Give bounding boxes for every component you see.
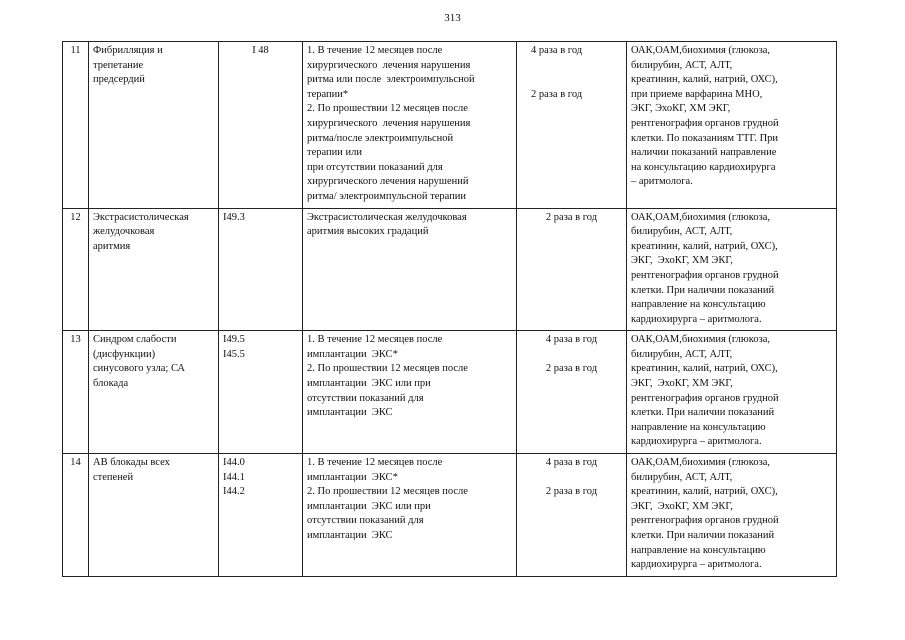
row-number: 12 xyxy=(70,211,81,223)
examination-line: рентгенография органов грудной xyxy=(631,392,779,404)
indication-line: ритма или после электроимпульсной xyxy=(307,74,475,86)
indication-line: отсутствии показаний для xyxy=(307,392,424,404)
diagnosis-name-line: Синдром слабости xyxy=(93,334,177,346)
diagnosis-name-line: степеней xyxy=(93,471,134,483)
examination-line: рентгенография органов грудной xyxy=(631,515,779,527)
table-row xyxy=(63,42,837,209)
row-number-cell xyxy=(63,454,89,577)
indications-cell xyxy=(303,454,517,577)
indication-line: имплантации ЭКС xyxy=(307,530,393,541)
icd-code: I 48 xyxy=(252,45,269,56)
indications-cell xyxy=(303,208,517,331)
icd-code-cell xyxy=(219,42,303,209)
indication-line: аритмия высоких градаций xyxy=(307,226,429,238)
icd-code: I45.5 xyxy=(223,348,245,360)
indication-line: терапии или xyxy=(307,147,362,159)
row-number: 14 xyxy=(70,457,81,469)
frequency-cell xyxy=(517,454,627,577)
examinations-cell xyxy=(627,42,837,209)
frequency-line xyxy=(521,471,622,486)
indication-line: 1. В течение 12 месяцев после xyxy=(307,457,443,469)
diagnosis-name-line: синусового узла; СА xyxy=(93,363,186,375)
examinations-cell xyxy=(627,208,837,331)
frequency-line xyxy=(521,59,622,74)
frequency-line: 4 раза в год xyxy=(545,334,598,346)
indication-line: 2. По прошествии 12 месяцев после xyxy=(307,363,468,375)
frequency-line: 2 раза в год xyxy=(545,211,598,223)
indication-line: имплантации ЭКС xyxy=(307,407,393,419)
frequency-cell xyxy=(517,331,627,454)
indication-line: 1. В течение 12 месяцев после xyxy=(307,334,443,346)
examination-line: креатинин, калий, натрий, ОХС), xyxy=(631,363,778,375)
examination-line: клетки. По показаниям ТТГ. При xyxy=(631,132,779,144)
frequency-line: 4 раза в год xyxy=(531,45,583,56)
frequency-cell xyxy=(517,42,627,209)
diagnosis-name-line: Фибрилляция и xyxy=(93,45,163,56)
diagnosis-name-line: трепетание xyxy=(93,59,144,71)
examination-line: креатинин, калий, натрий, ОХС), xyxy=(631,240,778,252)
examination-line: кардиохирурга – аритмолога. xyxy=(631,313,762,325)
icd-code-cell xyxy=(219,208,303,331)
examination-line: ОАК,ОАМ,биохимия (глюкоза, xyxy=(631,211,771,223)
examination-line: ЭКГ, ЭхоКГ, ХМ ЭКГ, xyxy=(631,500,733,512)
diagnosis-name-cell xyxy=(89,208,219,331)
indication-line: хирургического лечения нарушений xyxy=(307,176,469,188)
indication-line: Экстрасистолическая желудочковая xyxy=(307,211,467,223)
examination-line: рентгенография органов грудной xyxy=(631,117,779,129)
indication-line: при отсутствии показаний для xyxy=(307,161,443,173)
icd-code-cell xyxy=(219,454,303,577)
indication-line: хирургического лечения нарушения xyxy=(307,59,471,71)
table-row xyxy=(63,454,837,577)
row-number: 11 xyxy=(70,45,81,56)
examination-line: креатинин, калий, натрий, ОХС), xyxy=(631,486,778,498)
indication-line: терапии* xyxy=(307,88,349,100)
examination-line: наличии показаний направление xyxy=(631,147,777,159)
examination-line: направление на консультацию xyxy=(631,421,766,433)
examination-line: ЭКГ, ЭхоКГ, ХМ ЭКГ, xyxy=(631,255,733,267)
icd-code: I49.3 xyxy=(223,211,245,223)
examination-line: кардиохирурга – аритмолога. xyxy=(631,559,762,571)
row-number: 13 xyxy=(70,334,81,346)
diagnosis-name-line: желудочковая xyxy=(93,226,155,238)
examinations-cell xyxy=(627,331,837,454)
examination-line: ЭКГ, ЭхоКГ, ХМ ЭКГ, xyxy=(631,103,731,115)
examination-line: ОАК,ОАМ,биохимия (глюкоза, xyxy=(631,45,771,56)
examinations-cell xyxy=(627,454,837,577)
indication-line: имплантации ЭКС* xyxy=(307,471,398,483)
diagnosis-name-line: предсердий xyxy=(93,74,145,86)
examination-line: ОАК,ОАМ,биохимия (глюкоза, xyxy=(631,457,771,469)
table-row xyxy=(63,331,837,454)
icd-code-cell xyxy=(219,331,303,454)
diagnosis-name-line: блокада xyxy=(93,378,129,390)
row-number-cell xyxy=(63,208,89,331)
row-number-cell xyxy=(63,42,89,209)
indications-cell xyxy=(303,331,517,454)
table-row xyxy=(63,208,837,331)
examination-line: клетки. При наличии показаний xyxy=(631,407,775,419)
examination-line: кардиохирурга – аритмолога. xyxy=(631,436,762,448)
indication-line: 2. По прошествии 12 месяцев после xyxy=(307,103,468,115)
icd-code: I49.5 xyxy=(223,334,245,346)
frequency-line: 2 раза в год xyxy=(531,88,583,100)
diagnosis-name-cell xyxy=(89,42,219,209)
indication-line: 1. В течение 12 месяцев после xyxy=(307,45,443,56)
examination-line: билирубин, АСТ, АЛТ, xyxy=(631,59,733,71)
table-body xyxy=(63,42,837,577)
examination-line: при приеме варфарина МНО, xyxy=(631,88,763,100)
examination-line: – аритмолога. xyxy=(631,176,693,188)
page-number: 313 xyxy=(444,12,461,24)
frequency-line: 4 раза в год xyxy=(545,457,598,469)
indication-line: хирургического лечения нарушения xyxy=(307,117,471,129)
indication-line: отсутствии показаний для xyxy=(307,515,424,527)
examination-line: креатинин, калий, натрий, ОХС), xyxy=(631,74,778,86)
frequency-line xyxy=(521,73,622,88)
diagnosis-name-cell xyxy=(89,454,219,577)
diagnosis-name-line: аритмия xyxy=(93,240,131,252)
icd-code: I44.2 xyxy=(223,486,245,498)
examination-line: рентгенография органов грудной xyxy=(631,269,779,281)
examination-line: направление на консультацию xyxy=(631,299,766,311)
indication-line: 2. По прошествии 12 месяцев после xyxy=(307,486,468,498)
examination-line: направление на консультацию xyxy=(631,544,766,556)
examination-line: ЭКГ, ЭхоКГ, ХМ ЭКГ, xyxy=(631,378,733,390)
examination-line: ОАК,ОАМ,биохимия (глюкоза, xyxy=(631,334,771,346)
examination-line: клетки. При наличии показаний xyxy=(631,284,775,296)
dispensary-table xyxy=(62,41,837,577)
frequency-line: 2 раза в год xyxy=(545,486,598,498)
row-number-cell xyxy=(63,331,89,454)
examination-line: билирубин, АСТ, АЛТ, xyxy=(631,226,733,238)
indication-line: имплантации ЭКС или при xyxy=(307,378,431,390)
indication-line: ритма/после электроимпульсной xyxy=(307,132,454,144)
frequency-cell xyxy=(517,208,627,331)
indication-line: имплантации ЭКС или при xyxy=(307,500,431,512)
diagnosis-name-line: Экстрасистолическая xyxy=(93,211,189,223)
examination-line: билирубин, АСТ, АЛТ, xyxy=(631,348,733,360)
frequency-line: 2 раза в год xyxy=(545,363,598,375)
indication-line: имплантации ЭКС* xyxy=(307,348,398,360)
examination-line: клетки. При наличии показаний xyxy=(631,530,775,541)
frequency-line xyxy=(521,348,622,363)
icd-code: I44.1 xyxy=(223,471,245,483)
icd-code: I44.0 xyxy=(223,457,245,469)
indications-cell xyxy=(303,42,517,209)
diagnosis-name-line: (дисфункции) xyxy=(93,348,156,360)
diagnosis-name-cell xyxy=(89,331,219,454)
diagnosis-name-line: АВ блокады всех xyxy=(93,457,170,469)
indication-line: ритма/ электроимпульсной терапии xyxy=(307,190,466,202)
examination-line: на консультацию кардиохирурга xyxy=(631,161,776,173)
examination-line: билирубин, АСТ, АЛТ, xyxy=(631,471,733,483)
